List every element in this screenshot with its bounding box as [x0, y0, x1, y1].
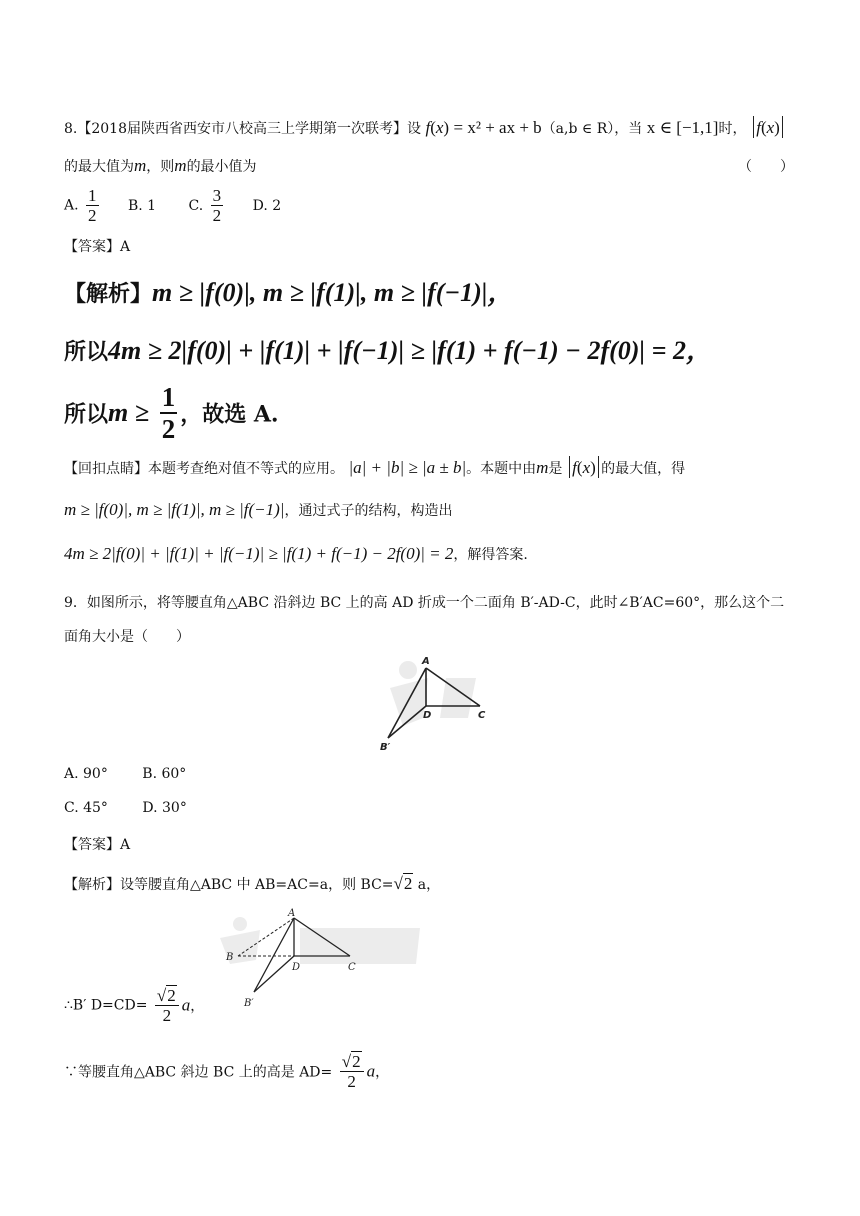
q8-interval: x ∈ [−1,1] [646, 118, 719, 137]
q8-stem-line1: 8.【2018届陕西省西安市八校高三上学期第一次联考】设 f(x) = x² + ax + b（a,b ∈ R），当 x ∈ [−1,1]时， f(x) [64, 116, 785, 138]
q8-option-d: D. 2 [252, 197, 282, 214]
figure-2-watermark [220, 917, 420, 964]
q8-option-a-frac: $\frac{1}{2}$ [88, 186, 97, 225]
fig1-label-d: D [423, 710, 432, 721]
abs-bar [598, 456, 599, 478]
recap-ineq: |a| + |b| ≥ |a ± b| [348, 458, 467, 477]
q8-source: 8.【2018届陕西省西安市八校高三上学期第一次联考】 [64, 121, 407, 137]
q8-func-f: f [425, 118, 431, 137]
q9-option-cd [64, 800, 187, 816]
fig2-label-c: C [348, 962, 356, 973]
abs-bar [782, 116, 783, 138]
fig2-label-a: A [288, 908, 296, 919]
q9-figure-1 [368, 648, 508, 758]
q8-recap-l3: 4m ≥ 2|f(0)| + |f(1)| + |f(−1)| ≥ |f(1) + f(−1) − 2f(0)| = 2，解得答案. [64, 544, 528, 563]
q9-analysis-ad: ∵等腰直角△ABC 斜边 BC 上的高是 AD= $\frac{√2}{2}$ a， [64, 1052, 390, 1091]
fig2-label-b: B [226, 952, 234, 963]
q9-answer: 【答案】A [64, 837, 131, 853]
sqrt2-over-2: $\frac{√2}{2}$ [340, 1052, 364, 1091]
sqrt2-over-2: $\frac{√2}{2}$ [155, 986, 179, 1025]
q9-stem-line2: 面角大小是（ ） [64, 629, 190, 645]
fig1-label-bprime: B′ [380, 742, 391, 753]
q9-stem-line1: 9．如图所示，将等腰直角△ABC 沿斜边 BC 上的高 AD 折成一个二面角 B′-AD-C，此时∠B′AC=60°，那么这个二 [64, 595, 785, 611]
abs-bar [753, 116, 754, 138]
q8-analysis-l1: 【解析】m ≥ |f(0)|, m ≥ |f(1)|, m ≥ |f(−1)|， [64, 278, 514, 307]
q8-option-c-frac: $\frac{3}{2}$ [212, 186, 222, 225]
q8-option-b: B. 1 [127, 197, 157, 214]
q8-answer-paren: （ ） [738, 159, 794, 175]
q8-analysis-l3: 所以m ≥ $\frac{1}{2}$ ，故选 A. [64, 382, 279, 444]
q9-option-b: B. 60° [142, 766, 187, 782]
q9-analysis-l1: 【解析】设等腰直角△ABC 中 AB=AC=a，则 BC=√2 a， [64, 874, 441, 893]
q9-figure-2 [220, 908, 420, 1018]
q8-answer: 【答案】A [64, 239, 131, 255]
fig1-label-a: A [422, 656, 430, 667]
q8-option-a: A. [64, 197, 79, 214]
q8-stem-line2: 的最大值为m，则m的最小值为 [64, 156, 257, 175]
q8-cond: （a,b ∈ R），当 [541, 121, 643, 137]
sqrt-2: √2 [393, 874, 413, 893]
q8-analysis-l2: 所以4m ≥ 2|f(0)| + |f(1)| + |f(−1)| ≥ |f(1) + f(−1) − 2f(0)| = 2， [64, 336, 712, 365]
fig2-label-d: D [292, 962, 301, 973]
q8-func-rhs: = x² + ax + b [453, 118, 542, 137]
fig2-label-bprime: B′ [244, 998, 254, 1009]
q8-option-c: C. [188, 197, 204, 214]
q8-recap-l1: 【回扣点睛】本题考查绝对值不等式的应用。 |a| + |b| ≥ |a ± b|。本题中由m是 f(x) 的最大值，得 [64, 458, 686, 477]
q9-option-a: A. 90° [64, 766, 108, 782]
q9-analysis-bd: ∴B′ D=CD= $\frac{√2}{2}$ a， [64, 986, 205, 1025]
q9-option-ab [64, 766, 186, 782]
q8-options [64, 186, 281, 225]
q9-option-d: D. 30° [142, 800, 187, 816]
abs-bar [569, 456, 570, 478]
fig1-label-c: C [478, 710, 486, 721]
q8-recap-l2: m ≥ |f(0)|, m ≥ |f(1)|, m ≥ |f(−1)|，通过式子的结构，构造出 [64, 500, 453, 519]
q9-option-c: C. 45° [64, 800, 108, 816]
q8-analysis-frac: $\frac{1}{2}$ [161, 382, 176, 444]
